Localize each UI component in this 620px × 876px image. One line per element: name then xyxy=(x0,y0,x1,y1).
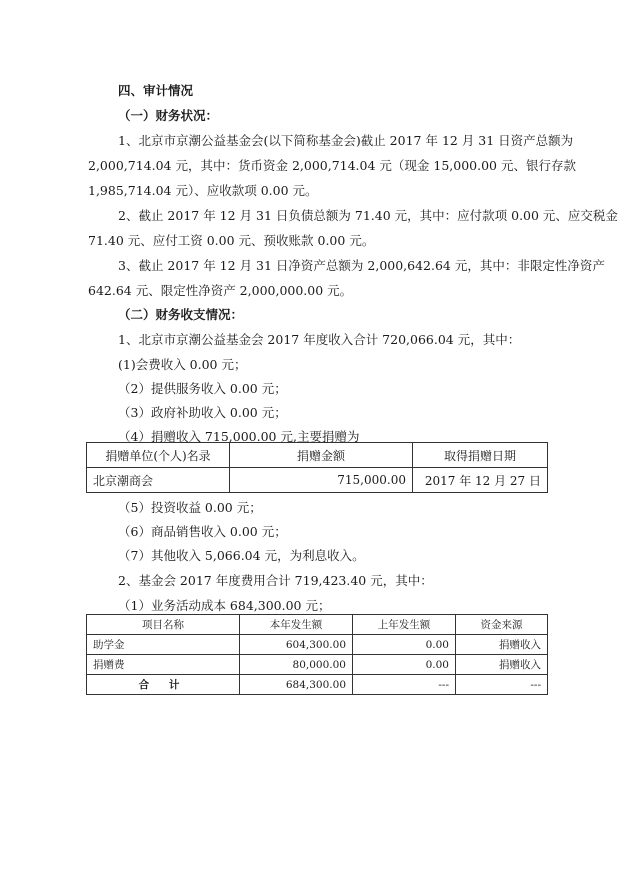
expense-intro: 2、基金会 2017 年度费用合计 719,423.40 元，其中： xyxy=(118,573,433,588)
total-fund-source-cell: --- xyxy=(456,675,548,695)
table-header-row xyxy=(87,615,548,635)
table-header-cell: 资金来源 xyxy=(456,615,548,635)
table-header-cell: 项目名称 xyxy=(87,615,240,635)
total-prior-year-cell: --- xyxy=(353,675,456,695)
table-header-cell: 捐赠单位(个人)名录 xyxy=(87,443,230,468)
table-header-cell: 捐赠金额 xyxy=(230,443,413,468)
table-header-cell: 上年发生额 xyxy=(353,615,456,635)
table-header-row xyxy=(87,443,548,468)
financial-status-title: （一）财务状况： xyxy=(118,108,219,123)
project-name-cell: 助学金 xyxy=(87,635,240,655)
current-year-cell: 80,000.00 xyxy=(240,655,353,675)
liabilities-paragraph-line-1: 2、截止 2017 年 12 月 31 日负债总额为 71.40 元，其中：应付款项 0.00 元、应交税金 xyxy=(118,208,618,223)
income-expense-title: （二）财务收支情况： xyxy=(118,307,244,322)
table-row xyxy=(87,655,548,675)
income-intro: 1、北京市京潮公益基金会 2017 年度收入合计 720,066.04 元，其中： xyxy=(118,332,521,347)
income-item-4: （4）捐赠收入 715,000.00 元,主要捐赠为 xyxy=(118,429,360,444)
donation-table xyxy=(86,442,548,493)
project-name-cell: 捐赠费 xyxy=(87,655,240,675)
table-row xyxy=(87,635,548,655)
assets-paragraph-line-3: 1,985,714.04 元）、应收款项 0.00 元。 xyxy=(88,183,318,198)
income-item-1: (1)会费收入 0.00 元； xyxy=(118,357,247,372)
assets-paragraph-line-1: 1、北京市京潮公益基金会(以下简称基金会)截止 2017 年 12 月 31 日资产总额为 xyxy=(118,133,574,148)
net-assets-paragraph-line-2: 642.64 元、限定性净资产 2,000,000.00 元。 xyxy=(88,283,353,298)
prior-year-cell: 0.00 xyxy=(353,635,456,655)
total-label-cell: 合 计 xyxy=(87,675,240,695)
business-cost-table xyxy=(86,614,548,695)
donation-date-cell: 2017 年 12 月 27 日 xyxy=(413,468,548,493)
income-item-2: （2）提供服务收入 0.00 元； xyxy=(118,381,287,396)
income-item-5: （5）投资收益 0.00 元； xyxy=(118,500,262,515)
assets-paragraph-line-2: 2,000,714.04 元，其中：货币资金 2,000,714.04 元（现金 15,000.00 元、银行存款 xyxy=(88,158,576,173)
fund-source-cell: 捐赠收入 xyxy=(456,655,548,675)
income-item-3: （3）政府补助收入 0.00 元； xyxy=(118,405,287,420)
donation-amount-cell: 715,000.00 xyxy=(230,468,413,493)
net-assets-paragraph-line-1: 3、截止 2017 年 12 月 31 日净资产总额为 2,000,642.64 元，其中：非限定性净资产 xyxy=(118,258,605,273)
total-current-year-cell: 684,300.00 xyxy=(240,675,353,695)
table-row xyxy=(87,468,548,493)
table-header-cell: 本年发生额 xyxy=(240,615,353,635)
table-total-row xyxy=(87,675,548,695)
prior-year-cell: 0.00 xyxy=(353,655,456,675)
fund-source-cell: 捐赠收入 xyxy=(456,635,548,655)
section-title: 四、审计情况 xyxy=(118,83,194,98)
expense-item-1: （1）业务活动成本 684,300.00 元； xyxy=(118,598,331,613)
income-item-6: （6）商品销售收入 0.00 元； xyxy=(118,524,287,539)
current-year-cell: 604,300.00 xyxy=(240,635,353,655)
donor-name-cell: 北京潮商会 xyxy=(87,468,230,493)
table-header-cell: 取得捐赠日期 xyxy=(413,443,548,468)
liabilities-paragraph-line-2: 71.40 元、应付工资 0.00 元、预收账款 0.00 元。 xyxy=(88,233,375,248)
income-item-7: （7）其他收入 5,066.04 元，为利息收入。 xyxy=(118,548,365,563)
